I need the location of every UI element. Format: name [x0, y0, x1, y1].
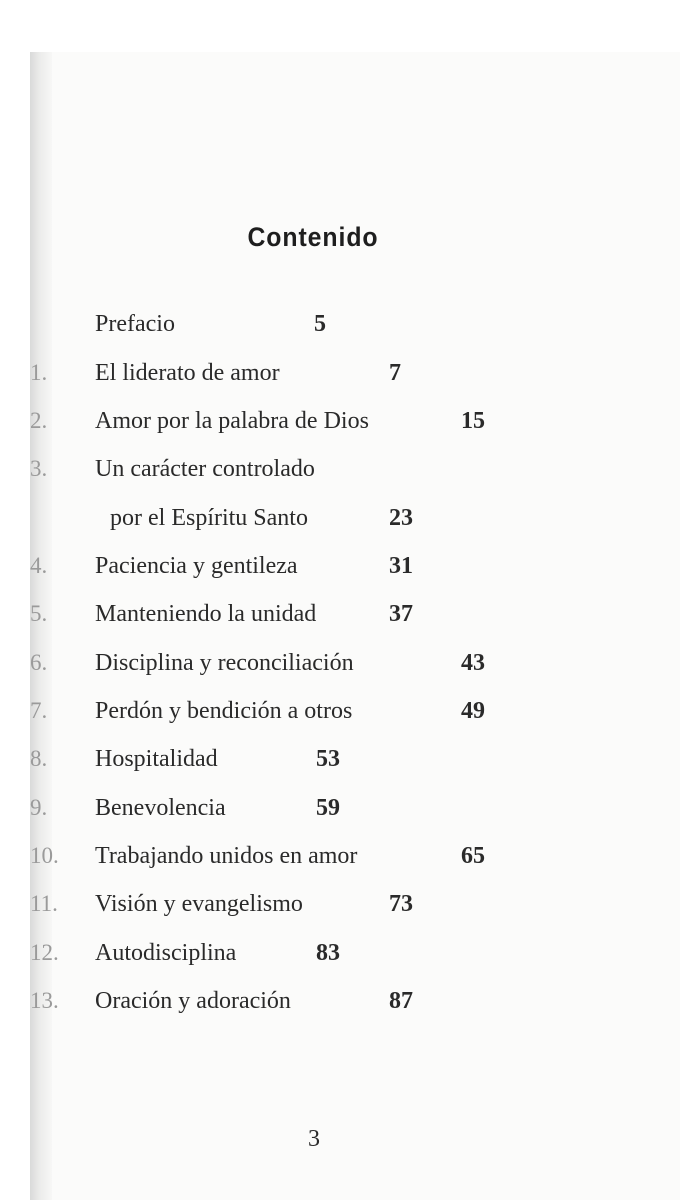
toc-entry-7-page: 49 — [461, 698, 485, 724]
toc-entry-12-number: 12. — [30, 940, 59, 965]
toc-entry-6-number: 6. — [30, 650, 48, 675]
toc-entry-6-text: Disciplina y reconciliación — [95, 650, 354, 676]
toc-entry-5-number: 5. — [30, 601, 48, 626]
toc-entry-prefacio-page: 5 — [314, 311, 326, 337]
toc-entry-9-page: 59 — [316, 795, 340, 821]
toc-entry-2-number: 2. — [30, 408, 48, 433]
toc-entry-10-number: 10. — [30, 843, 59, 868]
page-number: 3 — [308, 1126, 320, 1152]
toc-entry-6-page: 43 — [461, 650, 485, 676]
toc-entry-8-text: Hospitalidad — [95, 746, 218, 772]
toc-entry-1-text: El liderato de amor — [95, 360, 280, 386]
toc-entry-10-text: Trabajando unidos en amor — [95, 843, 358, 869]
toc-entry-9-number: 9. — [30, 795, 48, 820]
toc-entry-13-number: 13. — [30, 988, 59, 1013]
toc-entry-11-page: 73 — [389, 891, 413, 917]
toc-entry-11-number: 11. — [30, 891, 58, 916]
toc-entry-3-page: 23 — [389, 505, 413, 531]
toc-entry-8-number: 8. — [30, 746, 48, 771]
toc-entry-8-page: 53 — [316, 746, 340, 772]
toc-entry-prefacio-text: Prefacio — [95, 311, 175, 337]
toc-entry-13-page: 87 — [389, 988, 413, 1014]
toc-entry-12-text: Autodisciplina — [95, 940, 237, 966]
toc-entry-13-text: Oración y adoración — [95, 988, 291, 1014]
toc-entry-1-page: 7 — [389, 360, 401, 386]
toc-entry-11-text: Visión y evangelismo — [95, 891, 303, 917]
toc-entry-5-text: Manteniendo la unidad — [95, 601, 317, 627]
page-title: Contenido — [247, 222, 379, 252]
toc-entry-9-text: Benevolencia — [95, 795, 226, 821]
toc-entry-4-text: Paciencia y gentileza — [95, 553, 298, 579]
toc-entry-1-number: 1. — [30, 360, 48, 385]
toc-entry-10-page: 65 — [461, 843, 485, 869]
toc-entry-3-text: Un carácter controlado — [95, 456, 315, 482]
toc-entry-2-page: 15 — [461, 408, 485, 434]
toc-entry-3-text-continued: por el Espíritu Santo — [110, 505, 308, 531]
toc-entry-3-number: 3. — [30, 456, 48, 481]
toc-entry-7-text: Perdón y bendición a otros — [95, 698, 353, 724]
toc-entry-12-page: 83 — [316, 940, 340, 966]
toc-entry-2-text: Amor por la palabra de Dios — [95, 408, 369, 434]
toc-entry-4-page: 31 — [389, 553, 413, 579]
toc-entry-5-page: 37 — [389, 601, 413, 627]
toc-entry-4-number: 4. — [30, 553, 48, 578]
toc-entry-7-number: 7. — [30, 698, 48, 723]
